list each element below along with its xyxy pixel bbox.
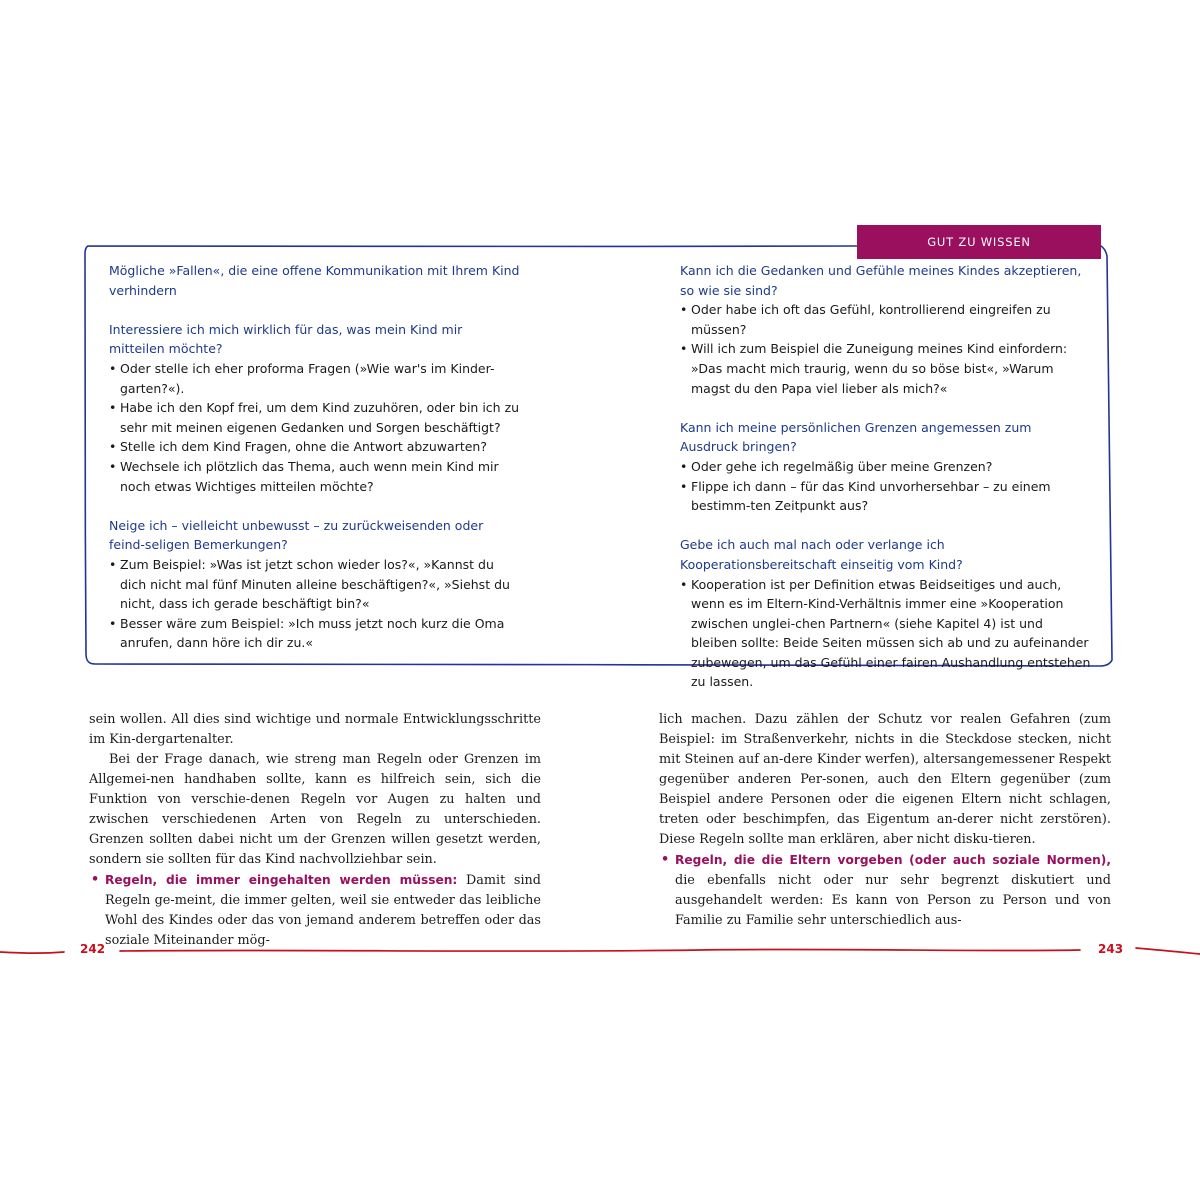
box-bullet-list [680,300,1092,398]
box-question: Interessiere ich mich wirklich für das, was mein Kind mir mitteilen möchte? [109,321,463,357]
body-left-column [89,710,541,951]
box-bullet-list [109,555,521,653]
rules-list [89,870,541,951]
box-bullet-list [109,359,521,496]
box-left-column [109,261,521,672]
box-question: Neige ich – vielleicht unbewusst – zu zurückweisenden oder feind-seligen Bemerkungen? [109,517,484,553]
footer-rule-right [1136,948,1200,954]
box-question-group [680,261,1092,398]
box-right-column [680,261,1092,712]
box-bullet: • Kooperation ist per Definition etwas Beidseitiges und auch, wenn es im Eltern-Kind-Verhältnis immer eine »Kooperation zwischen unglei-chen Partnern« (siehe Kapitel 4) ist und bleiben sollte: Beide Seiten müssen sich ab und zu aufeinander zubewegen, um das Gefühl einer fairen Aushandlung entstehen zu lassen. [680,575,1092,693]
body-right-column [659,710,1111,931]
box-bullet: • Stelle ich dem Kind Fragen, ohne die Antwort abzuwarten? [109,437,521,457]
page-number-left: 242 [80,942,106,956]
rule-heading: Regeln, die immer eingehalten werden müssen: [105,873,458,887]
box-bullet: • Zum Beispiel: »Was ist jetzt schon wieder los?«, »Kannst du dich nicht mal fünf Minuten alleine beschäftigen?«, »Siehst du nicht, dass ich gerade beschäftigt bin?« [109,555,521,614]
box-question: Kann ich die Gedanken und Gefühle meines Kindes akzeptieren, so wie sie sind? [680,263,1082,298]
rule-item [89,870,541,951]
box-question-group [109,320,521,496]
box-bullet: • Habe ich den Kopf frei, um dem Kind zuzuhören, oder bin ich zu sehr mit meinen eigenen Gedanken und Sorgen beschäftigt? [109,398,521,437]
box-question-group [109,516,521,653]
rule-heading: Regeln, die die Eltern vorgeben (oder auch soziale Normen), [675,853,1111,867]
page-number-right: 243 [1098,942,1124,956]
rules-list [659,850,1111,931]
body-paragraph: lich machen. Dazu zählen der Schutz vor realen Gefahren (zum Beispiel: im Straßenverkehr, nichts in die Steckdose stecken, nicht mit Steinen auf an-dere Kinder werfen), altersangemessener Respekt gegenüber anderen Per-sonen, auch den Eltern gegenüber (zum Beispiel andere Personen oder die eigenen Eltern nicht schlagen, treten oder beschimpfen, das Eigentum an-derer nicht zerstören). Diese Regeln sollte man erklären, aber nicht disku-tieren. [659,712,1111,847]
rule-text: Damit sind Regeln ge-meint, die immer gelten, weil sie entweder das leibliche Wohl des Kindes oder das von jemand anderem betreffen oder das soziale Miteinander mög- [105,873,541,948]
rule-item [659,850,1111,931]
box-question-group [680,535,1092,692]
box-bullet: • Will ich zum Beispiel die Zuneigung meines Kind einfordern: »Das macht mich traurig, wenn du so böse bist«, »Warum magst du den Papa viel lieber als mich?« [680,339,1092,398]
box-question-group [680,418,1092,516]
box-bullet: • Besser wäre zum Beispiel: »Ich muss jetzt noch kurz die Oma anrufen, dann höre ich dir zu.« [109,614,521,653]
box-intro: Mögliche »Fallen«, die eine offene Kommunikation mit Ihrem Kind verhindern [109,263,520,298]
box-question: Kann ich meine persönlichen Grenzen angemessen zum Ausdruck bringen? [680,419,1032,455]
box-bullet: • Wechsele ich plötzlich das Thema, auch wenn mein Kind mir noch etwas Wichtiges mitteilen möchte? [109,457,521,496]
box-bullet: • Oder habe ich oft das Gefühl, kontrollierend eingreifen zu müssen? [680,300,1092,339]
box-bullet-list [680,457,1092,516]
box-question: Gebe ich auch mal nach oder verlange ich Kooperationsbereitschaft einseitig vom Kind? [680,537,963,572]
rule-text: die ebenfalls nicht oder nur sehr begrenzt diskutiert und ausgehandelt werden: Es kann von Person zu Person und von Familie zu Familie sehr unterschiedlich aus- [675,873,1111,928]
box-bullet-list [680,575,1092,693]
body-paragraph: sein wollen. All dies sind wichtige und normale Entwicklungsschritte im Kin-dergartenalter. [89,712,541,747]
box-bullet: • Oder gehe ich regelmäßig über meine Grenzen? [680,457,1092,477]
body-paragraph: Bei der Frage danach, wie streng man Regeln oder Grenzen im Allgemei-nen handhaben sollte, kann es hilfreich sein, sich die Funktion von verschie-denen Regeln vor Augen zu halten und zwischen verschiedenen Arten von Regeln zu unterschieden. Grenzen sollten dabei nicht um der Grenzen willen gesetzt werden, sondern sie sollten für das Kind nachvollziehbar sein. [89,752,541,867]
box-bullet: • Flippe ich dann – für das Kind unvorhersehbar – zu einem bestimm-ten Zeitpunkt aus? [680,477,1092,516]
gut-zu-wissen-tag: GUT ZU WISSEN [857,225,1101,259]
box-bullet: • Oder stelle ich eher proforma Fragen (»Wie war's im Kinder-garten?«). [109,359,521,398]
